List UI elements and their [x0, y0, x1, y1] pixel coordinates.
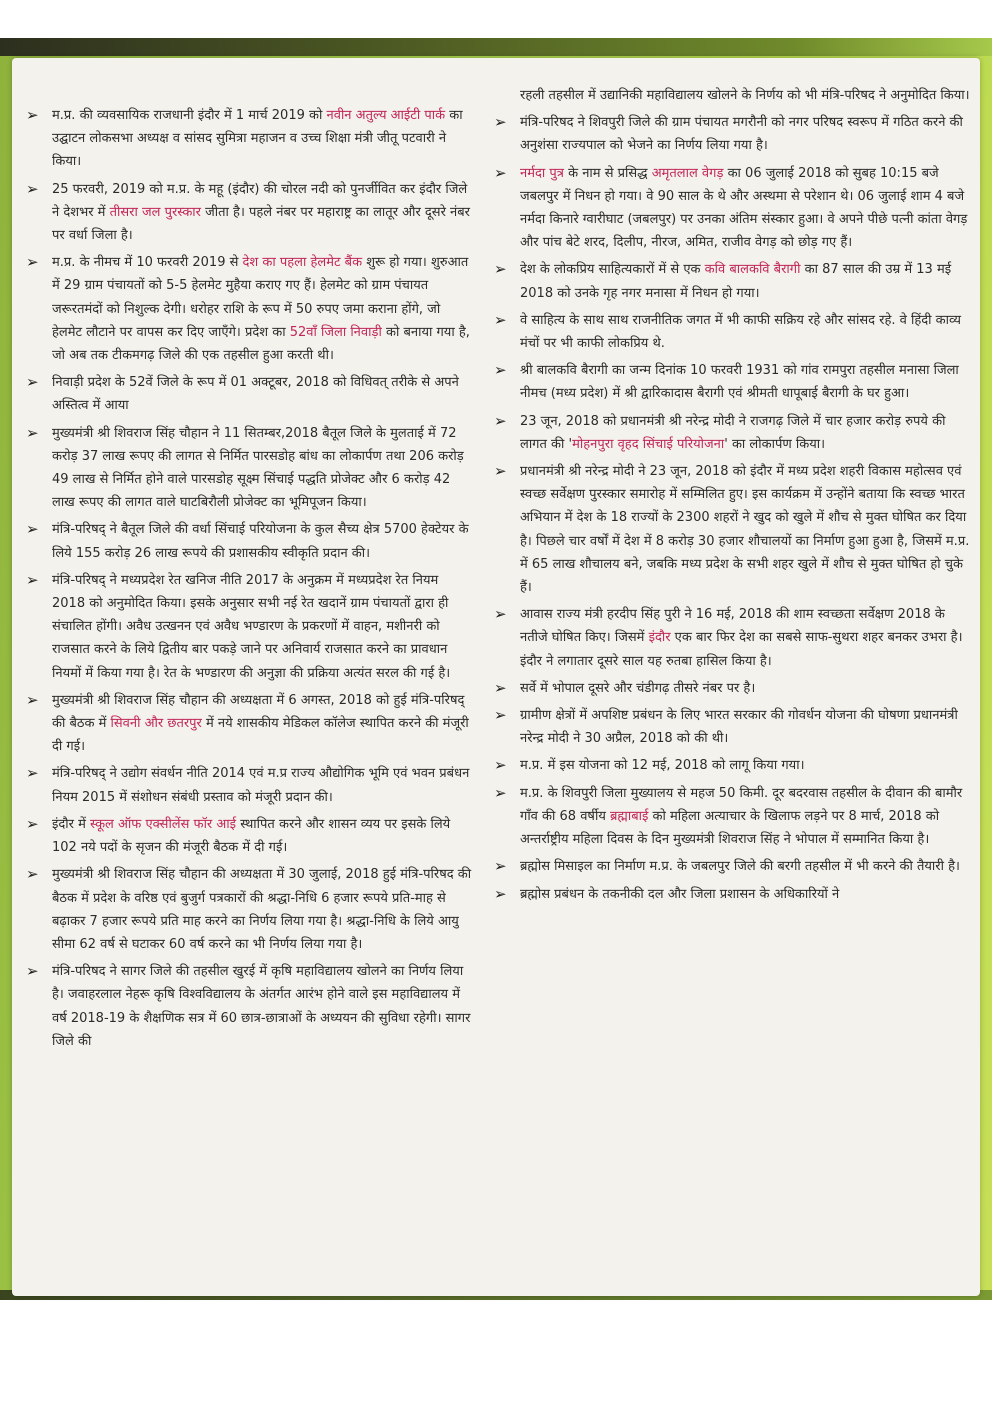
- bullet-item: [22, 813, 472, 859]
- bullet-item: [490, 111, 974, 157]
- bullet-text: के नाम से प्रसिद्ध: [563, 165, 652, 181]
- bullet-item: [490, 410, 974, 456]
- arrow-bullet-icon: ➢: [494, 605, 507, 624]
- arrow-bullet-icon: ➢: [26, 179, 39, 198]
- bullet-text: को महिला अत्याचार के खिलाफ लड़ने पर 8 मार्च, 2018 को अन्तर्राष्ट्रीय महिला दिवस के दिन मुख्यमंत्री शिवराज सिंह ने भोपाल में सम्मानित किया है।: [520, 808, 940, 848]
- arrow-bullet-icon: ➢: [26, 764, 39, 783]
- highlighted-term: 52वाँ जिला निवाड़ी: [289, 324, 382, 340]
- arrow-bullet-icon: ➢: [26, 253, 39, 272]
- bullet-text: मंत्रि-परिषद् ने बैतूल जिले की वर्धा सिंचाई परियोजना के कुल सैच्य क्षेत्र 5700 हेक्टेयर के लिये 155 करोड़ 26 लाख रूपये की प्रशासकीय स्वीकृति प्रदान की।: [52, 522, 469, 561]
- bullet-text: मंत्रि-परिषद ने शिवपुरी जिले की ग्राम पंचायत मगरौनी को नगर परिषद स्वरूप में गठित करने की अनुशंसा राज्यपाल को भेजने का निर्णय लिया गया है।: [520, 115, 963, 154]
- bullet-item: [22, 422, 472, 515]
- highlighted-term: स्कूल ऑफ एक्सीलेंस फॉर आई: [90, 816, 237, 832]
- bullet-text: प्रधानमंत्री श्री नरेन्द्र मोदी ने 23 जून, 2018 को इंदौर में मध्य प्रदेश शहरी विकास महोत्सव एवं स्वच्छ सर्वेक्षण पुरस्कार समारोह में सम्मिलित हुए। इस कार्यक्रम में उन्होंने बताया कि स्वच्छ भारत अभियान में देश के 18 राज्यों के 2300 शहरों ने खुद को खुले में शौच से मुक्त घोषित कर दिया है। पिछले चार वर्षों में देश में 8 करोड़ 30 हजार शौचालयों का निर्माण हुआ हुआ है, जिसमें म.प्र. में 65 लाख शौचालय बने, जबकि मध्य प्रदेश के सभी शहर खुले में शौच से मुक्त घोषित हो चुके हैं।: [520, 464, 970, 596]
- arrow-bullet-icon: ➢: [26, 106, 39, 124]
- left-column: [22, 104, 472, 1057]
- book-page: [12, 58, 980, 1296]
- photo-top-shadow: [0, 38, 992, 56]
- bullet-text: का उद्घाटन लोकसभा अध्यक्ष व सांसद सुमित्रा महाजन व उच्च शिक्षा मंत्री जीतू पटवारी ने किया।: [52, 108, 463, 170]
- arrow-bullet-icon: ➢: [494, 411, 507, 430]
- bullet-text: शुरू हो गया। शुरुआत में 29 ग्राम पंचायतों को 5-5 हेलमेट मुहैया कराए गए हैं। हेलमेट को ग्राम पंचायत जरूरतमंदों को निशुल्क देगी। धरोहर राशि के रूप में 50 रुपए जमा कराना होंगे, जो हेलमेट लौटाने पर वापस कर दिए जाएँगे। प्रदेश का: [52, 255, 469, 340]
- arrow-bullet-icon: ➢: [26, 373, 39, 392]
- bullet-text: ब्रह्मोस प्रबंधन के तकनीकी दल और जिला प्रशासन के अधिकारियों ने: [520, 886, 840, 902]
- bullet-item: [490, 855, 974, 878]
- arrow-bullet-icon: ➢: [26, 962, 39, 981]
- arrow-bullet-icon: ➢: [494, 756, 507, 775]
- bullet-item: [22, 863, 472, 956]
- bullet-item: [22, 960, 472, 1053]
- arrow-bullet-icon: ➢: [494, 113, 507, 132]
- arrow-bullet-icon: ➢: [494, 783, 507, 802]
- bullet-text: मंत्रि-परिषद् ने मध्यप्रदेश रेत खनिज नीति 2017 के अनुक्रम में मध्यप्रदेश रेत नियम 2018 को अनुमोदित किया। इसके अनुसार सभी नई रेत खदानें ग्राम पंचायतों द्वारा ही संचालित होंगी। अवैध उत्खनन एवं अवैध भण्डारण के प्रकरणों में वाहन, मशीनरी को राजसात करने के लिये द्वितीय बार पकड़े जाने पर अनिवार्य राजसात करने का प्रावधान नियमों में किया गया है। रेत के भण्डारण की अनुज्ञा की प्रक्रिया अत्यंत सरल की गई है।: [52, 572, 451, 681]
- bullet-text: ' का लोकार्पण किया।: [724, 436, 826, 452]
- bullet-text: में नये शासकीय मेडिकल कॉलेज स्थापित करने की मंजूरी दी गई।: [52, 716, 469, 755]
- bullet-item: [490, 754, 974, 777]
- bullet-text: आवास राज्य मंत्री हरदीप सिंह पुरी ने 16 मई, 2018 की शाम स्वच्छता सर्वेक्षण 2018 के नतीजे घोषित किए। जिसमें: [520, 607, 945, 646]
- bullet-text: म.प्र. के शिवपुरी जिला मुख्यालय से महज 50 किमी. दूर बदरवास तहसील के दीवान की बामौर गाँव की 68 वर्षीय: [520, 785, 963, 824]
- bullet-item: [490, 309, 974, 355]
- bullet-text: इंदौर में: [52, 816, 91, 832]
- bullet-text: मंत्रि-परिषद ने सागर जिले की तहसील खुरई में कृषि महाविद्यालय खोलने का निर्णय लिया है। जवाहरलाल नेहरू कृषि विश्वविद्यालय के अंतर्गत आरंभ होने वाले इस महाविद्यालय में वर्ष 2018-19 के शैक्षणिक सत्र में 60 छात्र-छात्राओं के अध्ययन की सुविधा रहेगी। सागर जिले की: [52, 964, 471, 1049]
- bullet-item: [22, 689, 472, 759]
- arrow-bullet-icon: ➢: [26, 690, 39, 709]
- bullet-item: [22, 569, 472, 685]
- arrow-bullet-icon: ➢: [494, 884, 507, 903]
- bullet-item: [490, 258, 974, 304]
- highlighted-term: देश का पहला हेलमेट बैंक: [242, 255, 363, 271]
- highlighted-term: नर्मदा पुत्र: [520, 165, 564, 181]
- highlighted-term: ब्रह्माबाई: [610, 808, 649, 824]
- arrow-bullet-icon: ➢: [494, 706, 507, 725]
- bullet-item: [22, 251, 472, 367]
- right-column: [490, 84, 974, 910]
- bullet-text: ब्रह्मोस मिसाइल का निर्माण म.प्र. के जबलपुर जिले की बरगी तहसील में भी करने की तैयारी है।: [520, 859, 960, 875]
- bullet-text: मुख्यमंत्री श्री शिवराज सिंह चौहान की अध्यक्षता में 30 जुलाई, 2018 हुई मंत्रि-परिषद की बैठक में प्रदेश के वरिष्ठ एवं बुजुर्ग पत्रकारों की श्रद्धा-निधि 6 हजार रूपये प्रति-माह से बढ़ाकर 7 हजार रूपये प्रति माह करने का निर्णय लिया गया है। श्रद्धा-निधि के लिये आयु सीमा 62 वर्ष से घटाकर 60 वर्ष करने का भी निर्णय लिया गया है।: [52, 867, 472, 952]
- highlighted-term: मोहनपुरा वृहद सिंचाई परियोजना: [572, 436, 725, 452]
- bullet-text: स्थापित करने और शासन व्यय पर इसके लिये 102 नये पदों के सृजन की मंजूरी बैठक में दी गई।: [52, 816, 451, 856]
- bullet-item: [490, 782, 974, 852]
- bullet-text: ग्रामीण क्षेत्रों में अपशिष्ट प्रबंधन के लिए भारत सरकार की गोवर्धन योजना की घोषणा प्रधानमंत्री नरेन्द्र मोदी ने 30 अप्रैल, 2018 को की थी।: [520, 708, 958, 747]
- bullet-text: 23 जून, 2018 को प्रधानमंत्री श्री नरेन्द्र मोदी ने राजगढ़ जिले में चार हजार करोड़ रुपये की लागत की ': [520, 413, 946, 452]
- arrow-bullet-icon: ➢: [494, 678, 507, 697]
- arrow-bullet-icon: ➢: [494, 260, 507, 279]
- bullet-item: [490, 704, 974, 750]
- bullet-text: एक बार फिर देश का सबसे साफ-सुथरा शहर बनकर उभरा है। इंदौर ने लगातार दूसरे साल यह रुतबा हासिल किया है।: [520, 630, 963, 669]
- bullet-item: [22, 518, 472, 564]
- bullet-item: [490, 677, 974, 700]
- arrow-bullet-icon: ➢: [26, 570, 39, 589]
- bullet-text: म.प्र. में इस योजना को 12 मई, 2018 को लागू किया गया।: [520, 758, 805, 774]
- highlighted-term: इंदौर: [648, 630, 671, 646]
- bullet-item: [490, 359, 974, 405]
- bullet-text: रहली तहसील में उद्यानिकी महाविद्यालय खोलने के निर्णय को भी मंत्रि-परिषद ने अनुमोदित किया।: [520, 88, 970, 103]
- bullet-item: [490, 84, 974, 107]
- highlighted-term: अमृतलाल वेगड़: [651, 165, 724, 181]
- arrow-bullet-icon: ➢: [26, 520, 39, 539]
- bullet-text: 25 फरवरी, 2019 को म.प्र. के महू (इंदौर) की चोरल नदी को पुनर्जीवित कर इंदौर जिले ने देशभर में: [52, 181, 468, 220]
- arrow-bullet-icon: ➢: [494, 361, 507, 380]
- bullet-item: [490, 883, 974, 906]
- arrow-bullet-icon: ➢: [494, 857, 507, 876]
- bullet-text: श्री बालकवि बैरागी का जन्म दिनांक 10 फरवरी 1931 को गांव रामपुरा तहसील मनासा जिला नीमच (मध्य प्रदेश) में श्री द्वारिकादास बैरागी एवं श्रीमती धापूबाई बैरागी के घर हुआ।: [520, 363, 959, 402]
- arrow-bullet-icon: ➢: [494, 163, 507, 182]
- arrow-bullet-icon: ➢: [26, 865, 39, 884]
- bullet-item: [490, 460, 974, 599]
- bullet-item: [22, 371, 472, 417]
- bullet-text: का 87 साल की उम्र में 13 मई 2018 को उनके गृह नगर मनासा में निधन हो गया।: [520, 262, 952, 301]
- highlighted-term: नवीन अतुल्य आईटी पार्क: [326, 108, 446, 123]
- bullet-text: जीता है। पहले नंबर पर महाराष्ट्र का लातूर और दूसरे नंबर पर वर्धा जिला है।: [52, 204, 470, 244]
- bullet-text: वे साहित्य के साथ साथ राजनीतिक जगत में भी काफी सक्रिय रहे और सांसद रहे. वे हिंदी काव्य मंचों पर भी काफी लोकप्रिय थे.: [520, 312, 962, 352]
- highlighted-term: कवि बालकवि बैरागी: [704, 262, 801, 278]
- arrow-bullet-icon: ➢: [494, 462, 507, 481]
- bullet-text: मुख्यमंत्री श्री शिवराज सिंह चौहान की अध्यक्षता में 6 अगस्त, 2018 को हुई मंत्रि-परिषद् की बैठक में: [52, 692, 465, 732]
- highlighted-term: सिवनी और छतरपुर: [110, 716, 202, 732]
- bullet-text: मंत्रि-परिषद् ने उद्योग संवर्धन नीति 2014 एवं म.प्र राज्य औद्योगिक भूमि एवं भवन प्रबंधन नियम 2015 में संशोधन संबंधी प्रस्ताव को मंजूरी प्रदान की।: [52, 766, 470, 805]
- arrow-bullet-icon: ➢: [26, 814, 39, 833]
- bullet-item: [22, 178, 472, 248]
- bullet-item: [22, 104, 472, 174]
- arrow-bullet-icon: ➢: [494, 310, 507, 329]
- highlighted-term: तीसरा जल पुरस्कार: [109, 204, 201, 220]
- bullet-text: सर्वे में भोपाल दूसरे और चंडीगढ़ तीसरे नंबर पर है।: [520, 680, 756, 696]
- bullet-item: [22, 762, 472, 808]
- bullet-text: म.प्र. की व्यवसायिक राजधानी इंदौर में 1 मार्च 2019 को: [52, 108, 327, 123]
- bullet-text: निवाड़ी प्रदेश के 52वें जिले के रूप में 01 अक्टूबर, 2018 को विधिवत् तरीके से अपने अस्तित्व में आया: [52, 375, 459, 414]
- bullet-text: को बनाया गया है, जो अब तक टीकमगढ़ जिले की एक तहसील हुआ करती थी।: [52, 324, 470, 364]
- bullet-text: देश के लोकप्रिय साहित्यकारों में से एक: [520, 262, 705, 278]
- bullet-text: मुख्यमंत्री श्री शिवराज सिंह चौहान ने 11 सितम्बर,2018 बैतूल जिले के मुलताई में 72 करोड़ 37 लाख रूपए की लागत से निर्मित पारसडोह बांध का लोकार्पण तथा 206 करोड़ 49 लाख से निर्मित होने वाले पारसडोह सूक्ष्म सिंचाई पद्धति प्रोजेक्ट और 6 करोड़ 42 लाख रूपए की लागत वाले घाटबिरौली प्रोजेक्ट का भूमिपूजन किया।: [52, 425, 464, 511]
- bullet-item: [490, 603, 974, 673]
- bullet-text: का 06 जुलाई 2018 को सुबह 10:15 बजे जबलपुर में निधन हो गया। वे 90 साल के थे और अस्थमा से परेशान थे। 06 जुलाई शाम 4 बजे नर्मदा किनारे ग्वारीघाट (जबलपुर) पर उनका अंतिम संस्कार हुआ। वे अपने पीछे पत्नी कांता वेगड़ और पांच बेटे शरद, दिलीप, नीरज, अमित, राजीव वेगड़ को छोड़ गए हैं।: [520, 165, 968, 251]
- bullet-text: म.प्र. के नीमच में 10 फरवरी 2019 से: [52, 255, 243, 271]
- arrow-bullet-icon: ➢: [26, 423, 39, 442]
- bullet-item: [490, 162, 974, 255]
